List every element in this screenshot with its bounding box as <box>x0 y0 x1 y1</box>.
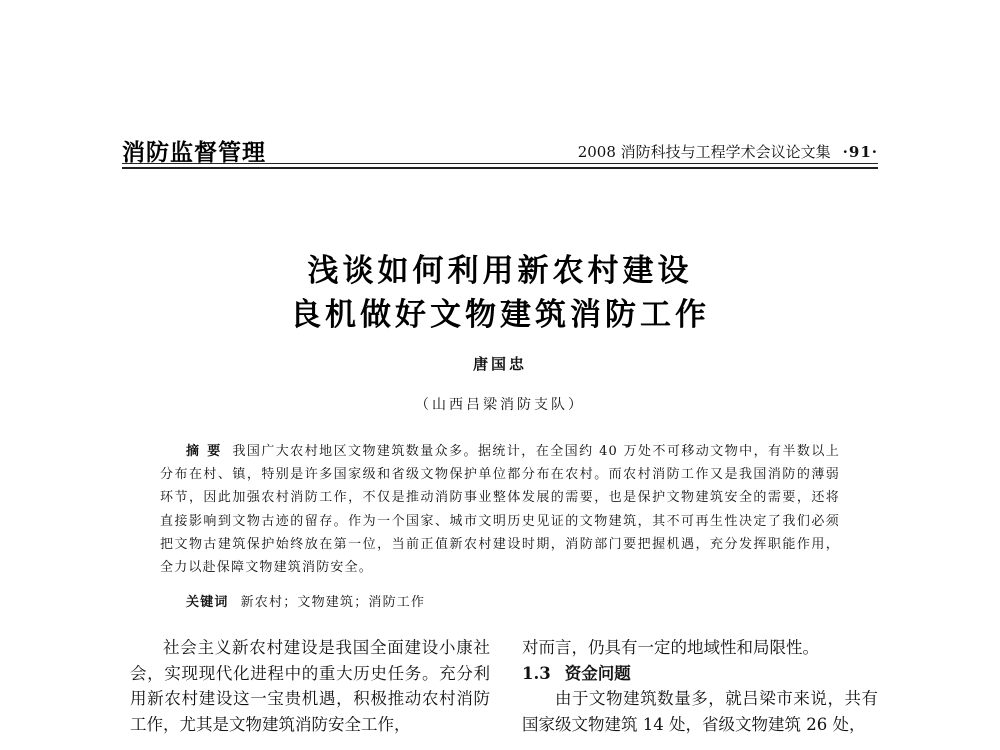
body-paragraph-continuation: 对而言，仍具有一定的地域性和局限性。 <box>522 638 819 657</box>
body-column-left <box>130 635 490 737</box>
body-paragraph: 由于文物建筑数量多，就吕梁市来说，共有国家级文物建筑 14 处，省级文物建筑 26 处， <box>522 689 878 734</box>
page-number: ·91· <box>842 143 878 161</box>
section-heading <box>522 661 878 687</box>
header-rule-thick <box>122 167 878 169</box>
header-rule-thin <box>122 163 878 164</box>
keywords-text: 新农村；文物建筑；消防工作 <box>240 595 426 610</box>
journal-title: 2008 消防科技与工程学术会议论文集 <box>577 143 831 161</box>
abstract-text: 我国广大农村地区文物建筑数量众多。据统计，在全国约 40 万处不可移动文物中，有半数以上分布在村、镇，特别是许多国家级和省级文物保护单位都分布在农村。而农村消防工作又是我国消防的薄弱环节，因此加强农村消防工作，不仅是推动消防事业整体发展的需要，也是保护文物建筑安全的需要，还将直接影响到文物古迹的留存。作为一个国家、城市文明历史见证的文物建筑，其不可再生性决定了我们必须把文物古建筑保护始终放在第一位，当前正值新农村建设时期，消防部门要把握机遇，充分发挥职能作用，全力以赴保障文物建筑消防安全。 <box>160 444 840 576</box>
body-paragraph: 社会主义新农村建设是我国全面建设小康社会，实现现代化进程中的重大历史任务。充分利用新农村建设这一宝贵机遇，积极推动农村消防工作，尤其是文物建筑消防安全工作， <box>130 638 490 734</box>
author-name: 唐国忠 <box>472 355 527 373</box>
paper-title-line-2: 良机做好文物建筑消防工作 <box>290 297 710 333</box>
author-affiliation: （山西吕梁消防支队） <box>415 397 585 413</box>
section-heading-title: 资金问题 <box>564 663 631 683</box>
paper-title-line-1: 浅谈如何利用新农村建设 <box>307 253 693 289</box>
section-label: 消防监督管理 <box>122 140 266 166</box>
running-header <box>578 141 878 162</box>
keywords-label: 关键词 <box>186 595 229 610</box>
body-column-right <box>522 635 878 737</box>
abstract-label: 摘要 <box>186 444 229 459</box>
keywords <box>186 591 846 610</box>
section-number: 1.3 <box>522 663 551 683</box>
abstract <box>160 440 840 579</box>
